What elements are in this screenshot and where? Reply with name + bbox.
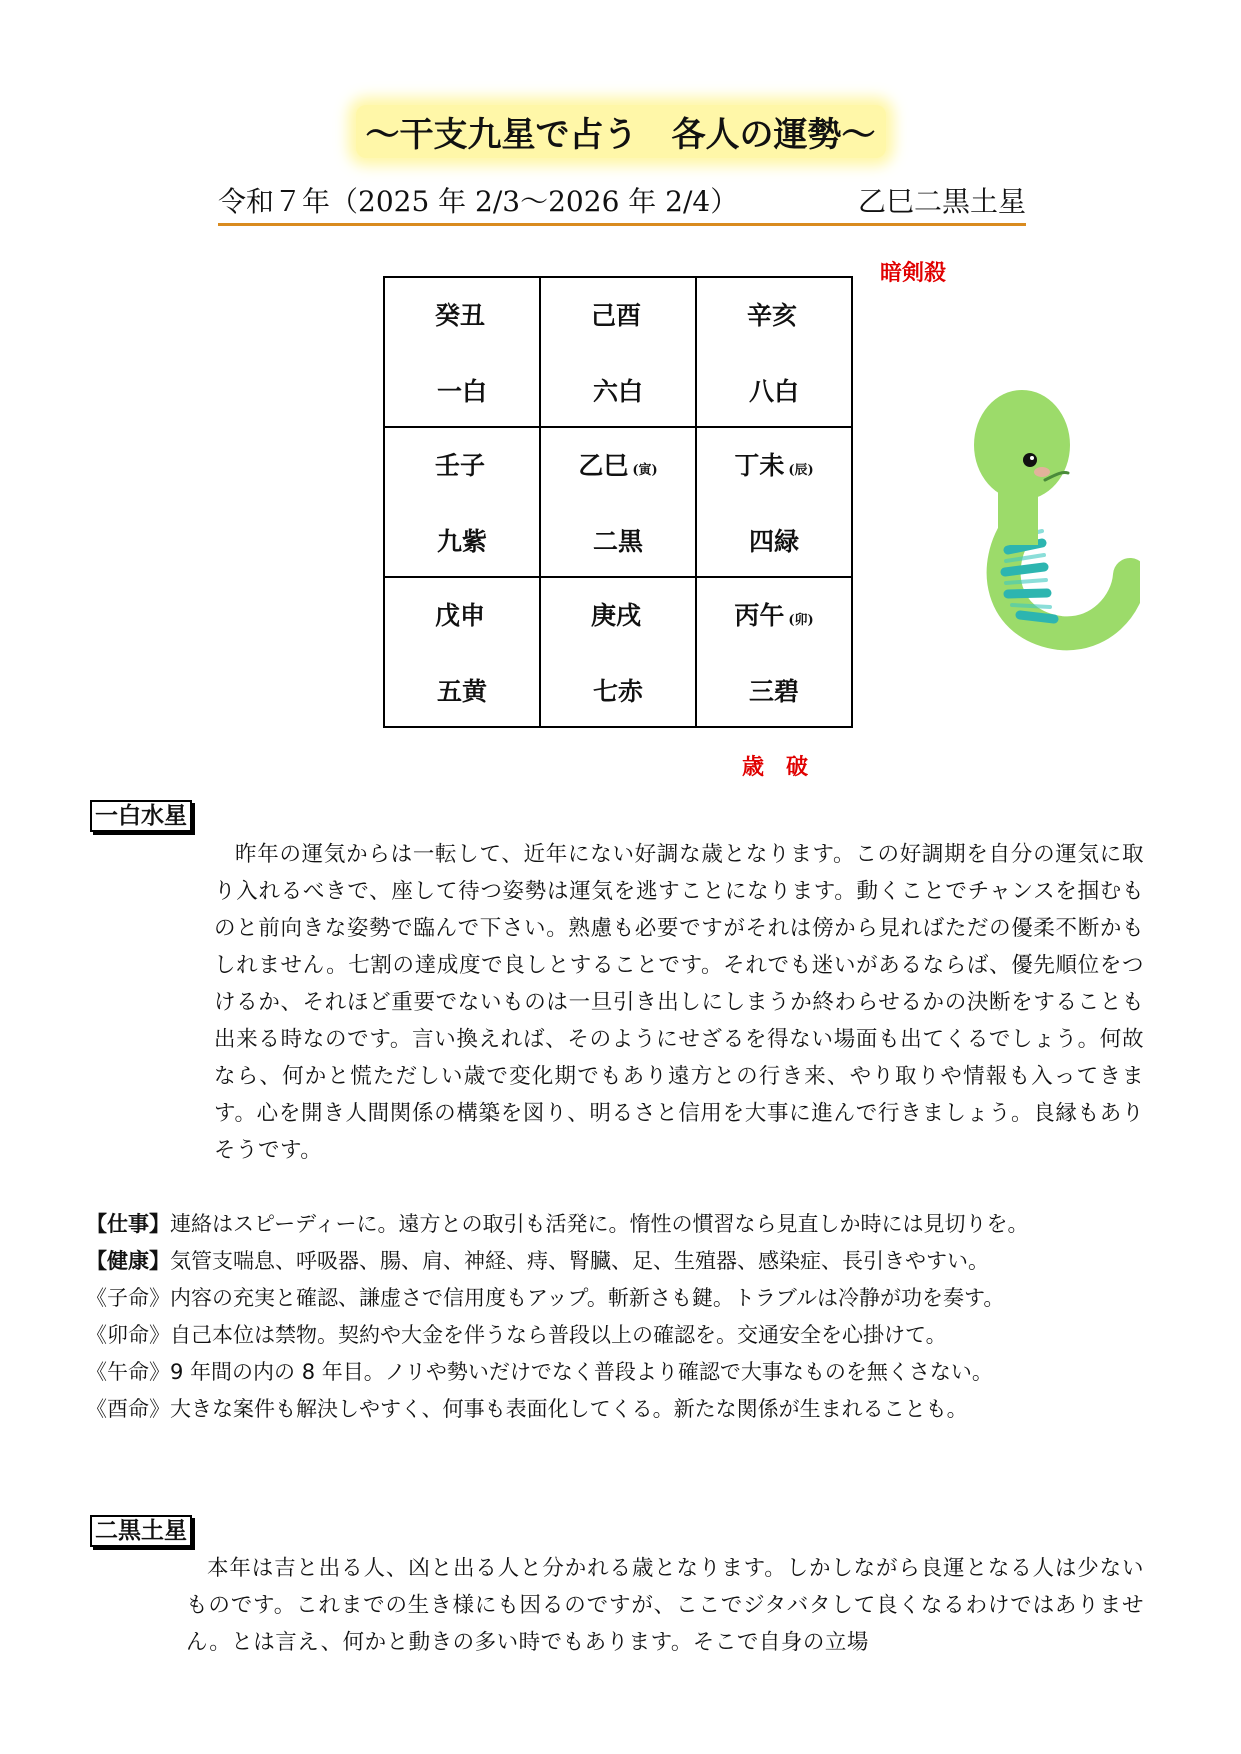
cell-star: 一白 [436,377,487,406]
section-heading-ippaku: 一白水星 [90,800,192,832]
cell-note: (辰) [788,463,814,478]
subtitle-period: 令和７年（2025 年 2/3～2026 年 2/4） [218,185,739,218]
cell-star: 五黄 [436,677,487,706]
detail-label: 《午命》 [86,1360,170,1384]
cell-kanshi: 丙午 [734,601,785,630]
cell-star: 九紫 [436,527,487,556]
detail-text: 連絡はスピーディーに。遠方との取引も活発に。惰性の慣習なら見直しか時には見切りを。 [170,1212,1029,1236]
cell-kanshi: 庚戌 [590,601,641,630]
detail-text: 気管支喘息、呼吸器、腸、肩、神経、痔、腎臓、足、生殖器、感染症、長引きやすい。 [170,1249,989,1273]
cell-kanshi: 戊申 [434,601,485,630]
subtitle [218,180,1026,226]
cell-kanshi: 丁未 [734,451,785,480]
fortune-details [86,1206,1028,1428]
cell-kanshi: 乙巳 [578,451,629,480]
grid-row [384,577,852,727]
grid-cell-east [696,427,852,577]
grid-cell-northeast [696,277,852,427]
cell-kanshi: 辛亥 [746,301,797,330]
subtitle-year-star: 乙巳二黒土星 [857,185,1026,218]
cell-star: 二黒 [592,527,643,556]
detail-text: 大きな案件も解決しやすく、何事も表面化してくる。新たな関係が生まれることも。 [170,1397,968,1421]
saiha-label: 歳 破 [742,755,809,780]
cell-kanshi: 己酉 [590,301,641,330]
detail-line-horse [86,1354,1028,1391]
detail-line-rat [86,1280,1028,1317]
grid-cell-center [540,427,696,577]
detail-label: 【健康】 [86,1249,170,1273]
snake-illustration [950,375,1140,655]
cell-kanshi: 壬子 [434,451,485,480]
grid-cell-southeast [696,577,852,727]
detail-text: 内容の充実と確認、謙虚さで信用度もアップ。斬新さも鍵。トラブルは冷静が功を奏す。 [170,1286,1005,1310]
detail-text: 9 年間の内の 8 年目。ノリや勢いだけでなく普段より確認で大事なものを無くさない。 [170,1360,993,1384]
grid-cell-southwest [384,577,540,727]
detail-line-work [86,1206,1028,1243]
grid-cell-west [384,427,540,577]
detail-label: 《卯命》 [86,1323,170,1347]
grid-cell-north [540,277,696,427]
nine-star-grid [383,276,853,728]
detail-label: 【仕事】 [86,1212,170,1236]
ankensatsu-label: 暗剣殺 [880,261,947,286]
cell-note: (卯) [788,613,814,628]
detail-line-rabbit [86,1317,1028,1354]
section-heading-jikoku: 二黒土星 [90,1515,192,1547]
grid-cell-northwest [384,277,540,427]
cell-kanshi: 癸丑 [434,301,485,330]
detail-label: 《子命》 [86,1286,170,1310]
section-body-jikoku: 本年は吉と出る人、凶と出る人と分かれる歳となります。しかしながら良運となる人は少ないものです。これまでの生き様にも因るのですが、ここでジタバタして良くなるわけではありません。とは言え、何かと動きの多い時でもあります。そこで自身の立場 [186,1556,1144,1655]
detail-line-rooster [86,1391,1028,1428]
cell-star: 三碧 [748,677,799,706]
detail-label: 《酉命》 [86,1397,170,1421]
grid-row [384,427,852,577]
section-body-ippaku: 昨年の運気からは一転して、近年にない好調な歳となります。この好調期を自分の運気に取り入れるべきで、座して待つ姿勢は運気を逃すことになります。動くことでチャンスを掴むものと前向きな姿勢で臨んで下さい。熟慮も必要ですがそれは傍から見ればただの優柔不断かもしれません。七割の達成度で良しとすることです。それでも迷いがあるならば、優先順位をつけるか、それほど重要でないものは一旦引き出しにしまうか終わらせるかの決断をすることも出来る時なのです。言い換えれば、そのようにせざるを得ない場面も出てくるでしょう。何故なら、何かと慌ただしい歳で変化期でもあり遠方との行き来、やり取りや情報も入ってきます。心を開き人間関係の構築を図り、明るさと信用を大事に進んで行きましょう。良縁もありそうです。 [214,842,1144,1163]
page-title-text: ～干支九星で占う 各人の運勢～ [356,105,886,158]
cell-star: 六白 [592,377,643,406]
grid-cell-south [540,577,696,727]
page-title [0,105,1241,158]
cell-star: 四緑 [748,527,799,556]
detail-line-health [86,1243,1028,1280]
grid-row [384,277,852,427]
cell-star: 七赤 [592,677,643,706]
cell-star: 八白 [748,377,799,406]
cell-note: (寅) [632,463,658,478]
detail-text: 自己本位は禁物。契約や大金を伴うなら普段以上の確認を。交通安全を心掛けて。 [170,1323,947,1347]
